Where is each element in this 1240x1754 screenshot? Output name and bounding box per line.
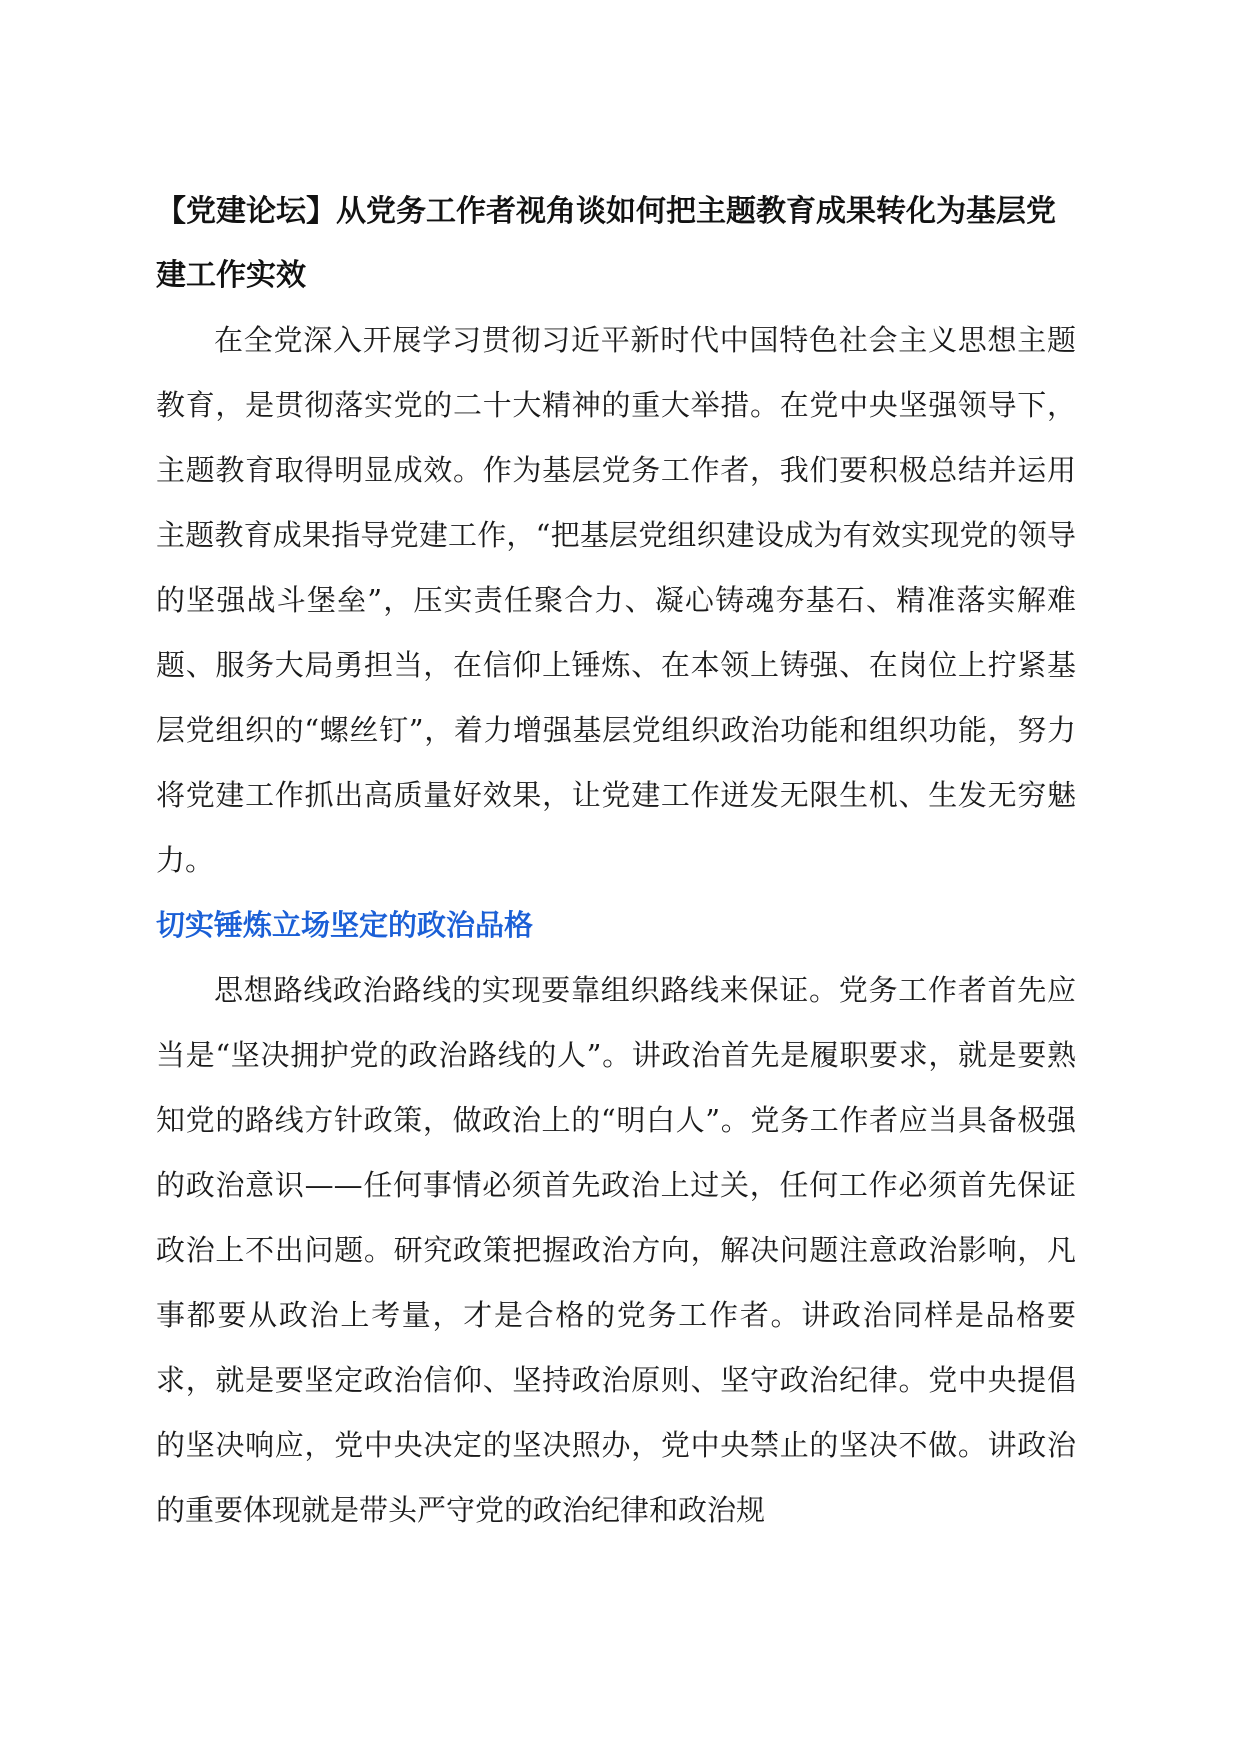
section-heading: 切实锤炼立场坚定的政治品格 — [156, 908, 534, 942]
document-page — [156, 180, 1076, 1543]
document-title: 【党建论坛】从党务工作者视角谈如何把主题教育成果转化为基层党建工作实效 — [156, 194, 1056, 293]
section-body-paragraph: 思想路线政治路线的实现要靠组织路线来保证。党务工作者首先应当是“坚决拥护党的政治路线的人”。讲政治首先是履职要求，就是要熟知党的路线方针政策，做政治上的“明白人”。党务工作者应当具备极强的政治意识——任何事情必须首先政治上过关，任何工作必须首先保证政治上不出问题。研究政策把握政治方向，解决问题注意政治影响，凡事都要从政治上考量，才是合格的党务工作者。讲政治同样是品格要求，就是要坚定政治信仰、坚持政治原则、坚守政治纪律。党中央提倡的坚决响应，党中央决定的坚决照办，党中央禁止的坚决不做。讲政治的重要体现就是带头严守党的政治纪律和政治规 — [156, 973, 1076, 1527]
intro-paragraph: 在全党深入开展学习贯彻习近平新时代中国特色社会主义思想主题教育，是贯彻落实党的二十大精神的重大举措。在党中央坚强领导下，主题教育取得明显成效。作为基层党务工作者，我们要积极总结并运用主题教育成果指导党建工作，“把基层党组织建设成为有效实现党的领导的坚强战斗堡垒”，压实责任聚合力、凝心铸魂夯基石、精准落实解难题、服务大局勇担当，在信仰上锤炼、在本领上铸强、在岗位上拧紧基层党组织的“螺丝钉”，着力增强基层党组织政治功能和组织功能，努力将党建工作抓出高质量好效果，让党建工作迸发无限生机、生发无穷魅力。 — [156, 323, 1076, 877]
